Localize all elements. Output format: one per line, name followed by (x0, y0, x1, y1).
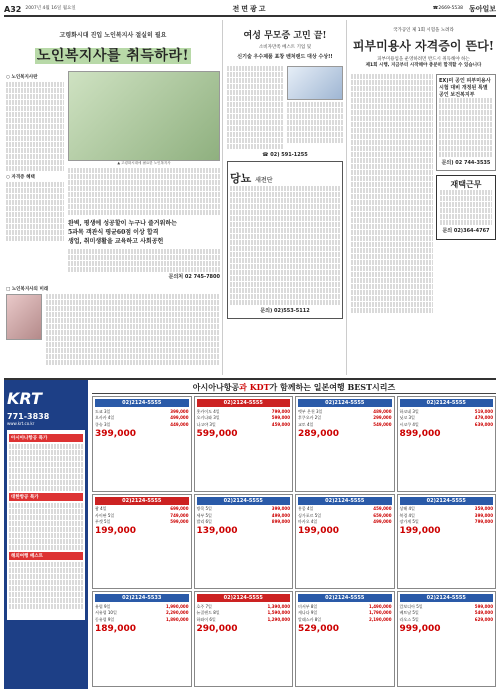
ad-cell-price: 289,000 (298, 428, 339, 439)
body-text (68, 249, 220, 272)
travel-ad-cell (397, 494, 497, 590)
ad-cell-row: 닛코 3일 479,000 (399, 415, 493, 420)
ad-cell-row: 도쿄 3일 399,000 (95, 408, 189, 414)
body-text (68, 168, 220, 215)
travel-ad-cell (92, 494, 192, 590)
ad-cell-price: 199,000 (95, 526, 136, 537)
ad-cell-row: 캄보디아 5일 599,000 (399, 603, 493, 609)
ad-cell-phone: 02)2124-5555 (400, 594, 494, 602)
ad-cell-row: 방콕 5일 399,000 (196, 506, 290, 512)
ad-cell-row: 발리 6일 899,000 (196, 519, 290, 525)
body-text (9, 503, 83, 550)
ad-cell-price: 290,000 (196, 623, 238, 634)
ad-cell-row: 후쿠오카 2일 299,000 (298, 415, 392, 420)
product-photo (287, 66, 344, 100)
body-text (230, 186, 340, 305)
ad-cell-row: 오키나와 3일 599,000 (196, 415, 290, 420)
ad-cell-phone: 02)2124-5555 (95, 399, 189, 407)
ad-cell-row: 미서부 8일 1,490,000 (298, 603, 392, 609)
body-text (351, 74, 433, 314)
body-text (6, 182, 64, 241)
newspaper-logo: 동아일보 (468, 4, 496, 13)
article-elderly-welfare (6, 20, 220, 375)
ad-cell-row: 동유럽 9일 1,890,000 (95, 616, 189, 622)
issue-date: 2007년 4월 16일 월요일 (25, 6, 76, 12)
diabetes-ad (227, 161, 343, 319)
subhead-benefit: ○ 자격증 혜택 (6, 175, 35, 180)
ad-cell-row: 알래스카 8일 2,190,000 (298, 616, 392, 622)
krt-logo: KRT (7, 389, 42, 408)
photo-caption: ▲ 고령화시대에 필요한 노인복지사 (117, 161, 171, 165)
ad-cell-row: 교토 4일 549,000 (298, 421, 392, 427)
ad-cell-price: 599,000 (196, 428, 238, 439)
ad-cell-price: 899,000 (399, 428, 441, 439)
body-text (287, 102, 344, 143)
travel-ad-cell (194, 396, 294, 492)
article-headline: 노인복지사를 취득하라! (36, 48, 190, 64)
subhead-what: ○ 노인복지사란 (6, 75, 38, 80)
ad-cell-row: 하와이 6일 1,290,000 (196, 616, 290, 622)
article-photo (68, 71, 220, 161)
ad-cell-row: 하코네 3일 519,000 (399, 408, 493, 414)
ad-subline: 피부미용업을 운영하려면 반드시 취득해야 하는 (377, 56, 470, 62)
ad-cell-row: 라오스 5일 629,000 (399, 616, 493, 622)
ad-cell-row: 시코쿠 4일 639,000 (399, 421, 493, 427)
travel-ad-section (4, 378, 496, 687)
ad-cell-price: 999,000 (399, 623, 441, 634)
travel-ad-cell (295, 494, 395, 590)
ad-cell-row: 유럽 9일 1,990,000 (95, 603, 189, 609)
travel-ad-cell (194, 494, 294, 590)
travel-ad-cell (92, 396, 192, 492)
page-number: A32 (4, 4, 22, 14)
ad-cell-price: 399,000 (95, 428, 136, 439)
ad-cell-row: 캐나다 9일 1,790,000 (298, 610, 392, 616)
ad-cell-row: 장가계 5일 799,000 (399, 519, 493, 525)
krt-listing (7, 430, 85, 620)
ad-skin-care (346, 20, 496, 375)
ad-cell-price: 199,000 (399, 526, 441, 537)
contact-phone: 문의처 02 745-7800 (168, 274, 220, 281)
krt-ad (4, 380, 88, 689)
job-ad (436, 175, 496, 240)
article-kicker: 고령화시대 진입 노인복지사 절실히 필요 (59, 32, 167, 39)
ad-cell-phone: 02)2124-5555 (197, 399, 291, 407)
travel-ad-cell (295, 591, 395, 687)
body-text (9, 562, 83, 609)
body-text (227, 66, 284, 150)
body-text (46, 294, 220, 366)
ad-cell-row: 푸켓 5일 599,000 (95, 519, 189, 525)
body-text (6, 82, 64, 171)
ad-cell-phone: 02)2124-5555 (298, 399, 392, 407)
ad-cell-row: 마카오 4일 499,000 (298, 519, 392, 525)
skin-phone: 문의) 02 744-3535 (441, 160, 491, 167)
ad-cell-phone: 02)2124-5555 (298, 497, 392, 505)
krt-badge: 아시아나항공 특가 (9, 434, 83, 442)
body-text (440, 190, 492, 225)
travel-banner: 아시아나항공과 KDT가 함께하는 일본여행 BEST시리즈 (92, 380, 496, 394)
ad-cell-phone: 02)2124-5555 (197, 497, 291, 505)
ad-cell-price: 529,000 (298, 623, 339, 634)
ad-subline-bold: 제1회 시행, 지금부터 시작해야 충분히 합격할 수 있습니다 (365, 63, 482, 69)
ad-cell-row: 괌 4일 699,000 (95, 506, 189, 512)
ad-cell-row: 사이판 5일 749,000 (95, 512, 189, 518)
ad-cell-row: 홋카이도 4일 799,000 (196, 408, 290, 414)
ad-cell-row: 싱가포르 5일 659,000 (298, 512, 392, 518)
ad-cell-row: 큐슈 3일 449,000 (95, 421, 189, 427)
diabetes-phone: 문의) 02)553-5112 (260, 307, 310, 314)
section-title: 전면광고 (232, 4, 268, 13)
ad-cell-row: 나고야 3일 459,000 (196, 421, 290, 427)
krt-phone: 771-3838 (7, 412, 50, 421)
travel-ad-cell (194, 591, 294, 687)
ad-cell-price: 199,000 (298, 526, 339, 537)
travel-ad-cell (295, 396, 395, 492)
exam-info-box: EX)미 공인 피부미용사 시험 대비 개정된 특별 공인 보건복지부 문의) 02 744-3535 (436, 74, 496, 171)
krt-badge: 해외여행 베스트 (9, 552, 83, 560)
ad-cell-row: 벳부 온천 3일 489,000 (298, 408, 392, 414)
ad-cell-phone: 02)2124-5555 (298, 594, 392, 602)
ad-subline: 소비자만족 베스트 기업 및 (258, 45, 312, 50)
subhead-future: □ 노인복지사의 미래 (6, 287, 49, 293)
ad-cell-row: 뉴질랜드 8일 1,590,000 (196, 610, 290, 616)
ad-headline: 여성 무모증 고민 끝! (243, 31, 327, 41)
body-text (9, 444, 83, 491)
ad-kicker: 국가공인 제 1회 시험을 노려라 (393, 28, 454, 33)
body-text (439, 98, 493, 157)
ad-cell-phone: 02)2124-5555 (95, 497, 189, 505)
pull-quote: 완벽, 평생에 성공할이 누구나 즐거워하는 5과목 객관식 평균60점 이상 합격 생업, 취미생활을 교육하고 사회공헌 (68, 220, 177, 246)
krt-badge: 대한항공 특가 (9, 493, 83, 501)
travel-ad-cell (397, 396, 497, 492)
job-title: 재택근무 (450, 179, 482, 190)
ad-cell-row: 상해 4일 359,000 (399, 506, 493, 512)
ad-cell-row: 세부 5일 499,000 (196, 512, 290, 518)
diabetes-title: 당뇨 새전단 (230, 171, 273, 185)
ad-cell-row: 호주 7일 1,390,000 (196, 603, 290, 609)
ad-cell-phone: 02)2124-5555 (400, 399, 494, 407)
header-tel: ☎2669-5538 (432, 6, 463, 12)
ad-cell-row: 오사카 4일 499,000 (95, 415, 189, 420)
ad-cell-price: 139,000 (196, 526, 238, 537)
ad-headline: 피부미용사 자격증이 뜬다! (352, 38, 495, 53)
page-header (4, 3, 496, 17)
ad-cell-row: 홍콩 4일 459,000 (298, 506, 392, 512)
ad-cell-row: 서유럽 10일 2,290,000 (95, 610, 189, 616)
ad-cell-row: 북경 4일 399,000 (399, 512, 493, 518)
krt-url[interactable]: www.krt.co.kr (7, 421, 35, 426)
ad-cell-phone: 02)2124-5555 (197, 594, 291, 602)
ad-cell-row: 베트남 5일 549,000 (399, 610, 493, 616)
ad-award: 신기술 우수제품 표창 벤처랜드 대상 수상!! (237, 53, 333, 60)
job-phone: 문의 02)364-4767 (442, 228, 490, 235)
ad-cell-phone: 02)2124-5555 (400, 497, 494, 505)
ad-cosmetic (222, 20, 343, 375)
travel-ad-cell (92, 591, 192, 687)
travel-ad-cell (397, 591, 497, 687)
ad-phone: ☎ 02) 591-1255 (262, 151, 308, 158)
travel-ad-grid (92, 396, 496, 687)
ad-cell-price: 189,000 (95, 623, 136, 634)
person-photo (6, 294, 42, 340)
ad-cell-phone: 02)2124-5533 (95, 594, 189, 602)
